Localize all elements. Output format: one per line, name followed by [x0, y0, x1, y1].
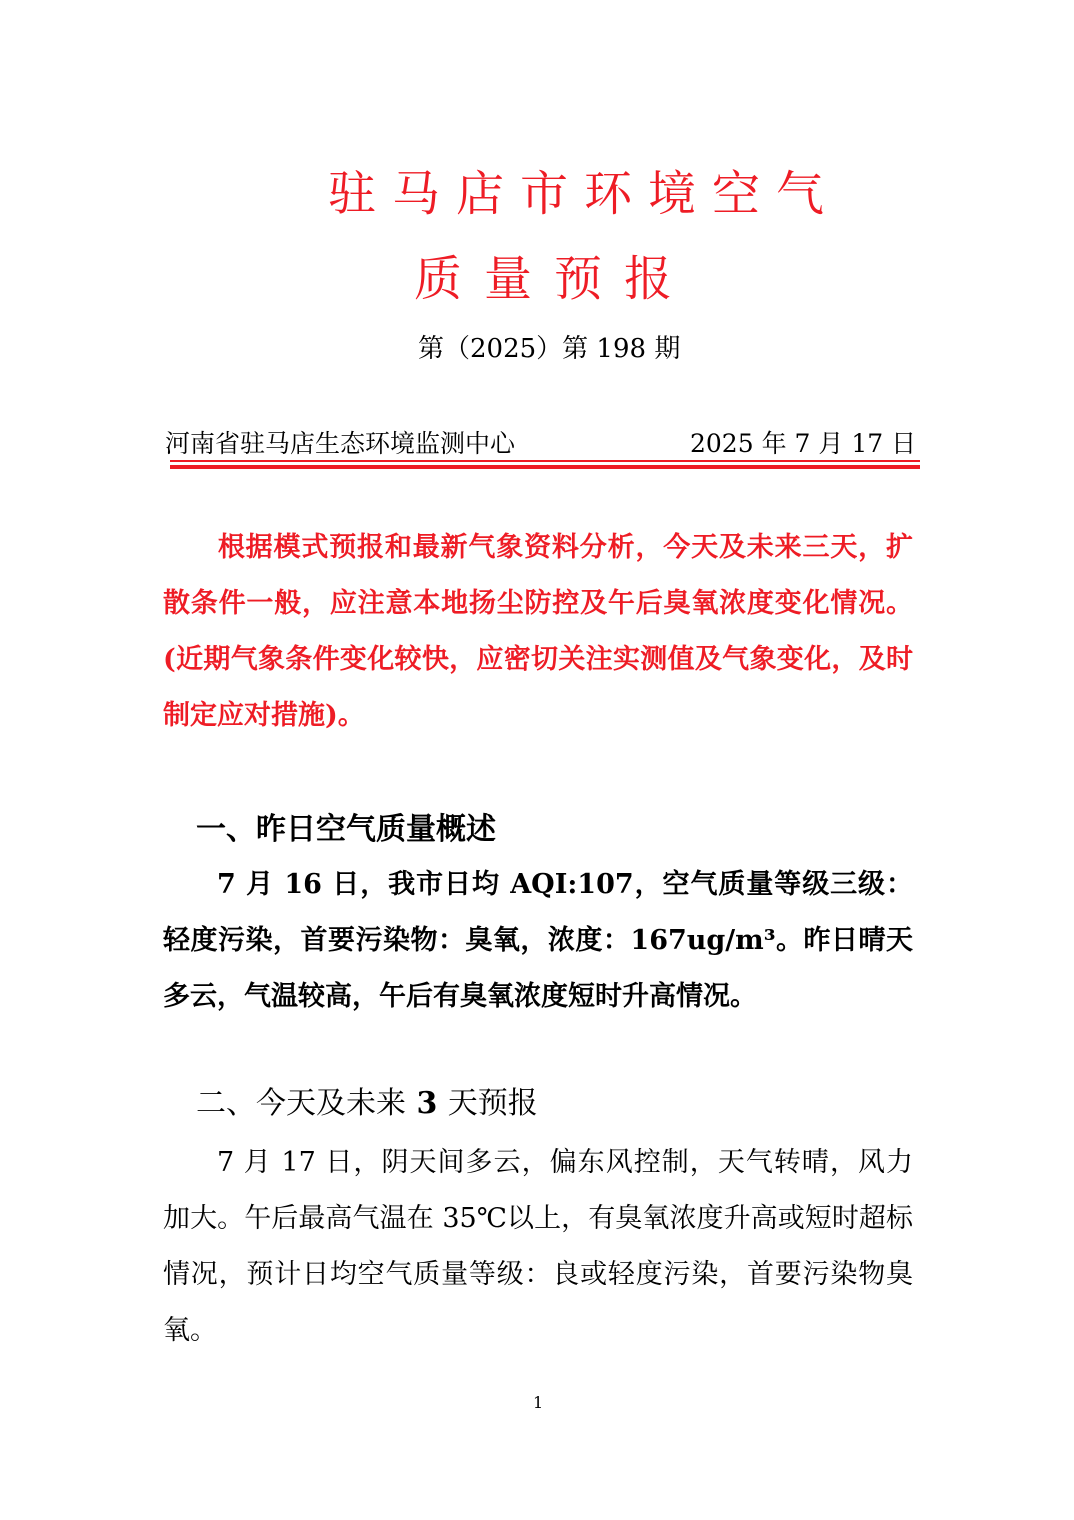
issuing-organization: 河南省驻马店生态环境监测中心 [165, 429, 516, 458]
document-title-line1: 驻马店市环境空气 [328, 166, 841, 222]
header-divider-thin [170, 460, 920, 462]
section-heading-forecast: 二、今天及未来 3 天预报 [196, 1086, 538, 1121]
section-heading-yesterday: 一、昨日空气质量概述 [196, 812, 496, 847]
forecast-summary: 根据模式预报和最新气象资料分析，今天及未来三天，扩散条件一般，应注意本地扬尘防控及午后臭氧浓度变化情况。(近期气象条件变化较快，应密切关注实测值及气象变化，及时制定应对措施)。 [163, 532, 913, 731]
header-divider-thick [170, 465, 920, 469]
yesterday-overview: 7 月 16 日，我市日均 AQI:107，空气质量等级三级：轻度污染，首要污染物：臭氧，浓度：167ug/m³。昨日晴天多云，气温较高，午后有臭氧浓度短时升高情况。 [163, 869, 913, 1012]
page-number: 1 [533, 1393, 544, 1412]
document-title-line2: 质量预报 [414, 251, 695, 307]
issue-number: 第（2025）第 198 期 [418, 334, 681, 364]
forecast-body: 7 月 17 日，阴天间多云，偏东风控制，天气转晴，风力加大。午后最高气温在 35℃以上，有臭氧浓度升高或短时超标情况，预计日均空气质量等级：良或轻度污染，首要污染物臭氧。 [163, 1147, 913, 1346]
issue-date: 2025 年 7 月 17 日 [690, 429, 917, 458]
